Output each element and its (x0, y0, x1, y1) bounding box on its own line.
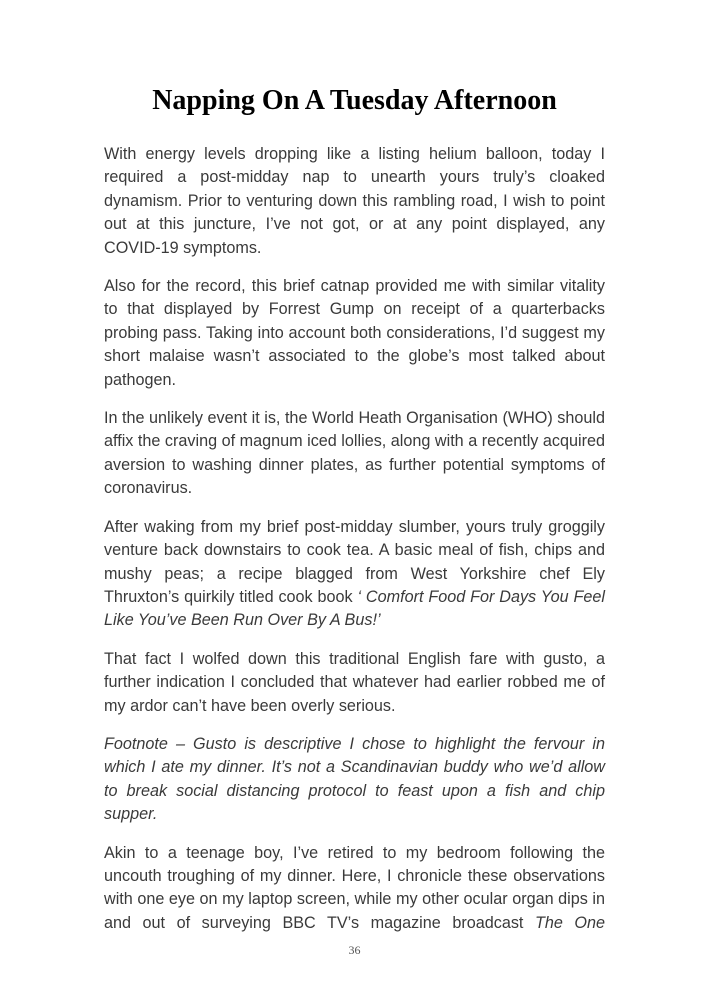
page-number: 36 (348, 943, 361, 957)
page-title: Napping On A Tuesday Afternoon (152, 85, 557, 116)
footnote: Footnote – Gusto is descriptive I chose to highlight the fervour in which I ate my dinner. It’s not a Scandinavian buddy who we’d allow to break social distancing protocol to feast upon a fish and chip supper. (104, 734, 605, 824)
paragraph-4 (104, 516, 605, 633)
paragraph-3: In the unlikely event it is, the World Heath Organisation (WHO) should affix the craving of magnum iced lollies, along with a recently acquired aversion to washing dinner plates, as further potential symptoms of coronavirus. (104, 409, 605, 498)
paragraph-5: That fact I wolfed down this traditional English fare with gusto, a further indication I concluded that whatever had earlier robbed me of my ardor can’t have been overly serious. (104, 649, 605, 715)
paragraph-4-text: After waking from my brief post-midday slumber, yours truly groggily venture back downstairs to cook tea. A basic meal of fish, chips and mushy peas; a recipe blagged from West Yorkshire chef Ely Thruxton’s quirkily titled cook book (104, 517, 605, 606)
body-text (104, 143, 605, 950)
paragraph-7 (104, 842, 605, 936)
cookbook-title: ‘ Comfort Food For Days You Feel Like You’ve Been Run Over By A Bus!’ (104, 587, 605, 630)
paragraph-2: Also for the record, this brief catnap provided me with similar vitality to that displayed by Forrest Gump on receipt of a quarterbacks probing pass. Taking into account both considerations, I’d suggest my short malaise wasn’t associated to the globe’s most talked about pathogen. (104, 277, 605, 389)
paragraph-1: With energy levels dropping like a listing helium balloon, today I required a post-midday nap to unearth yours truly’s cloaked dynamism. Prior to venturing down this rambling road, I wish to point out at this juncture, I’ve not got, or at any point displayed, any COVID-19 symptoms. (104, 145, 605, 257)
show-title: The One (534, 913, 605, 932)
paragraph-7-text: Akin to a teenage boy, I’ve retired to my bedroom following the uncouth troughing of my dinner. Here, I chronicle these observations with one eye on my laptop screen, while my other ocular organ dips in and out of surveying BBC TV’s magazine broadcast (104, 843, 605, 932)
